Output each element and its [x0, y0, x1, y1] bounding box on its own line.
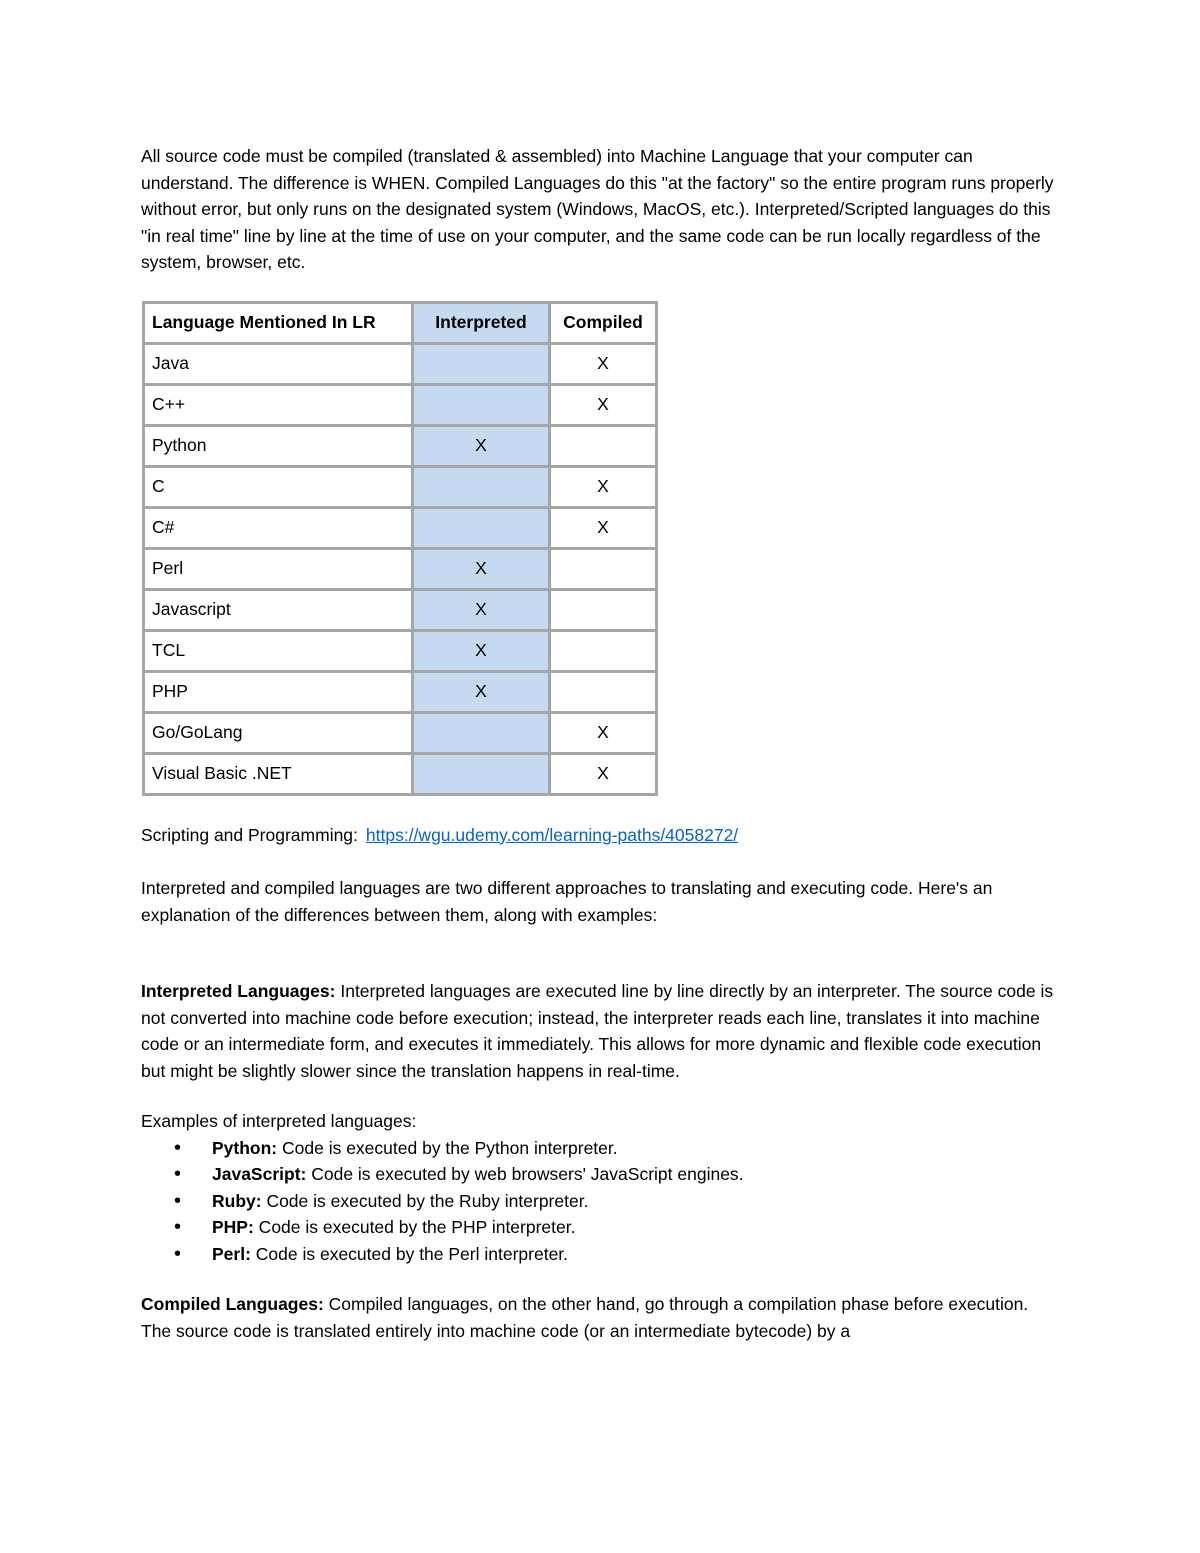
interpreted-cell: X [413, 548, 550, 589]
table-row [144, 671, 657, 712]
lang-cell: Visual Basic .NET [144, 753, 413, 794]
compiled-cell: X [550, 753, 657, 794]
example-name: Python: [212, 1137, 278, 1158]
interpreted-cell [413, 384, 550, 425]
document-page [141, 143, 1061, 1344]
compiled-cell: X [550, 343, 657, 384]
lang-cell: PHP [144, 671, 413, 712]
table-row [144, 548, 657, 589]
table-row [144, 425, 657, 466]
compiled-cell [550, 589, 657, 630]
lang-cell: TCL [144, 630, 413, 671]
interpreted-body: Interpreted languages are executed line by line directly by an interpreter. The source code is not converted into machine code before execution; instead, the interpreter reads each line, translates it into machine code or an intermediate form, and executes it immediately. This allows for more dynamic and flexible code execution but might be slightly slower since the translation happens in real-time. [141, 981, 1054, 1081]
intro-paragraph: All source code must be compiled (translated & assembled) into Machine Language that your computer can understand. The difference is WHEN. Compiled Languages do this "at the factory" so the entire program runs properly without error, but only runs on the designated system (Windows, MacOS, etc.). Interpreted/Scripted languages do this "in real time" line by line at the time of use on your computer, and the same code can be run locally regardless of the system, browser, etc. [141, 146, 1054, 272]
lang-cell: Go/GoLang [144, 712, 413, 753]
table-header-row [144, 302, 657, 343]
lang-cell: Perl [144, 548, 413, 589]
scripting-label: Scripting and Programming: [141, 824, 358, 845]
header-compiled: Compiled [550, 302, 657, 343]
header-language: Language Mentioned In LR [144, 302, 413, 343]
compiled-cell: X [550, 507, 657, 548]
interpreted-cell: X [413, 671, 550, 712]
examples-list [141, 1135, 1061, 1268]
example-name: PHP: [212, 1217, 254, 1237]
example-desc: Code is executed by web browsers' JavaScript engines. [306, 1164, 744, 1184]
interpreted-paragraph [141, 978, 1061, 1084]
interpreted-cell: X [413, 589, 550, 630]
table-row [144, 466, 657, 507]
compiled-cell [550, 425, 657, 466]
compiled-cell: X [550, 384, 657, 425]
interpreted-cell [413, 753, 550, 794]
compiled-body: Compiled languages, on the other hand, go through a compilation phase before execution. The source code is translated entirely into machine code (or an intermediate bytecode) by a [141, 1294, 1029, 1341]
language-table [142, 301, 658, 796]
scripting-line [141, 822, 1061, 849]
example-name: JavaScript: [212, 1164, 307, 1184]
interpreted-cell [413, 343, 550, 384]
list-item [212, 1241, 1061, 1268]
lang-cell: C++ [144, 384, 413, 425]
list-item [212, 1161, 1061, 1188]
compiled-cell [550, 548, 657, 589]
example-desc: Code is executed by the PHP interpreter. [253, 1217, 576, 1237]
udemy-link[interactable]: https://wgu.udemy.com/learning-paths/4058272/ [365, 824, 739, 845]
compiled-cell: X [550, 712, 657, 753]
interpreted-cell [413, 712, 550, 753]
table-row [144, 343, 657, 384]
compiled-cell: X [550, 466, 657, 507]
header-interpreted: Interpreted [413, 302, 550, 343]
compiled-paragraph [141, 1291, 1061, 1344]
list-item [212, 1214, 1061, 1241]
example-desc: Code is executed by the Ruby interpreter. [261, 1190, 589, 1211]
interpreted-heading: Interpreted Languages: [141, 981, 336, 1001]
interpreted-cell [413, 466, 550, 507]
lang-cell: C# [144, 507, 413, 548]
interpreted-cell: X [413, 630, 550, 671]
interpreted-cell: X [413, 425, 550, 466]
table-row [144, 589, 657, 630]
overview-paragraph: Interpreted and compiled languages are two different approaches to translating and executing code. Here's an explanation of the differences between them, along with examples: [141, 878, 993, 925]
example-desc: Code is executed by the Python interpreter. [277, 1137, 618, 1158]
example-name: Ruby: [212, 1190, 262, 1211]
lang-cell: Python [144, 425, 413, 466]
examples-label: Examples of interpreted languages: [141, 1111, 417, 1131]
list-item [212, 1188, 1061, 1215]
list-item [212, 1135, 1061, 1162]
lang-cell: C [144, 466, 413, 507]
compiled-cell [550, 671, 657, 712]
example-desc: Code is executed by the Perl interpreter. [250, 1243, 569, 1264]
lang-cell: Java [144, 343, 413, 384]
table-row [144, 630, 657, 671]
table-row [144, 507, 657, 548]
compiled-cell [550, 630, 657, 671]
table-row [144, 753, 657, 794]
lang-cell: Javascript [144, 589, 413, 630]
compiled-heading: Compiled Languages: [141, 1294, 324, 1314]
table-row [144, 384, 657, 425]
table-body [144, 343, 657, 794]
example-name: Perl: [212, 1243, 251, 1264]
interpreted-cell [413, 507, 550, 548]
table-row [144, 712, 657, 753]
